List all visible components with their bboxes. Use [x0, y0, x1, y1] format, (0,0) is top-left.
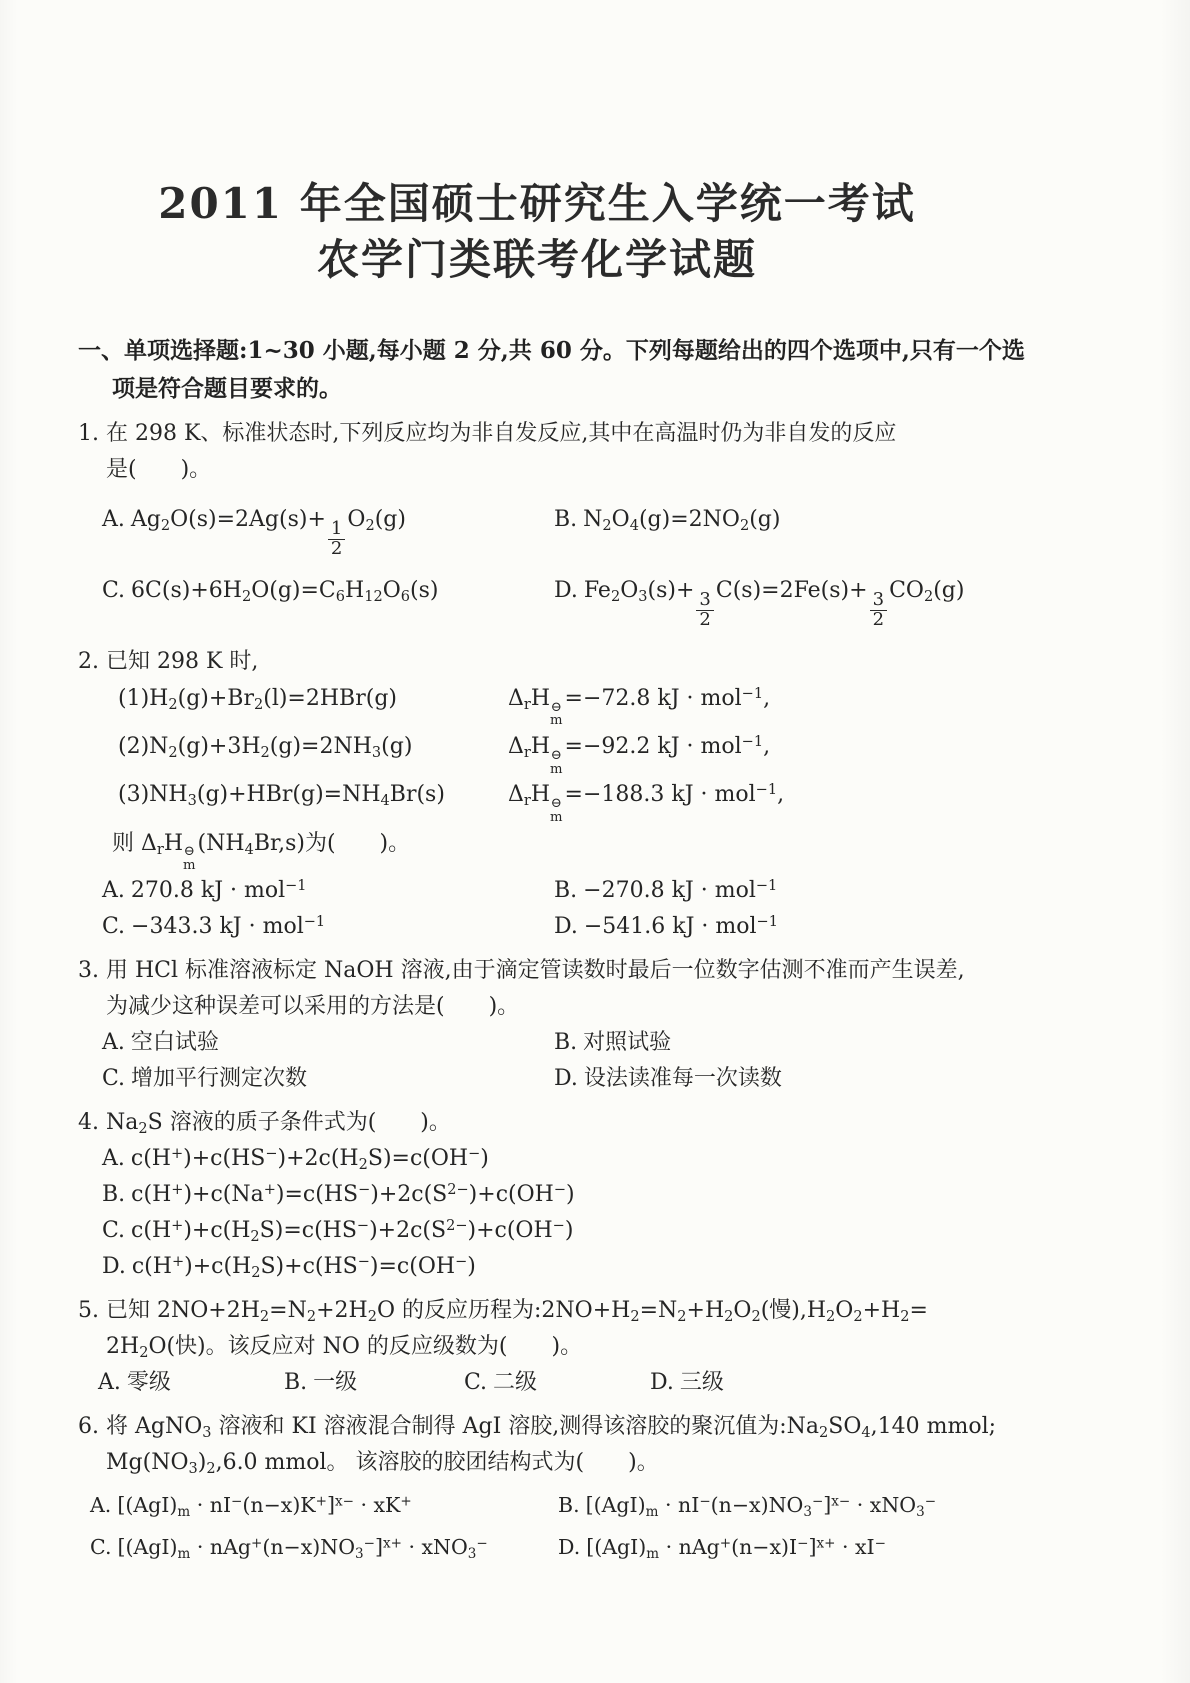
- question-5: [78, 1293, 1112, 1401]
- option-A: [98, 1365, 284, 1401]
- question-6-stem: 将 AgNO$_3$ 溶液和 KI 溶液混合制得 AgI 溶胶,测得该溶胶的聚沉值为$:Na_2SO_4,140$ mmol;: [106, 1413, 997, 1442]
- option-B: [554, 1025, 1112, 1061]
- question-2: [78, 644, 1112, 945]
- option-C-formula: $[(AgI)_m \cdot nAg^+(n-x)NO_3^-]^{x+} \cdot xNO_3^-$: [117, 1534, 488, 1562]
- option-D: [558, 1529, 1112, 1565]
- option-D-label: D.: [558, 1534, 581, 1559]
- option-C-formula: −343.3 kJ · mol$^{-1}$: [131, 913, 326, 939]
- page-title-line2: 农学门类联考化学试题: [316, 235, 757, 284]
- option-A: [102, 1141, 1112, 1177]
- option-A-label: A.: [90, 1492, 112, 1517]
- question-2-stem: 已知 298 K 时,: [106, 648, 259, 674]
- question-6-stem-continued: $Mg(NO_3)_2,6.0$ mmol。 该溶胶的胶团结构式为( )。: [106, 1449, 659, 1478]
- question-1-number: 1.: [78, 421, 99, 446]
- option-C: [102, 573, 554, 630]
- question-4: [78, 1105, 1112, 1285]
- question-4-options: [78, 1141, 1112, 1285]
- option-A-text: 空白试验: [130, 1029, 219, 1055]
- option-A-formula: 270.8 kJ · mol$^{-1}$: [130, 877, 307, 903]
- option-B-text: 一级: [313, 1369, 358, 1395]
- option-C-label: C.: [90, 1534, 112, 1559]
- reaction-row-3: [118, 776, 1112, 824]
- option-B-formula: $[(AgI)_m \cdot nI^-(n-x)NO_3^-]^{x-} \cdot xNO_3^-$: [585, 1492, 937, 1520]
- question-5-number: 5.: [78, 1297, 99, 1323]
- option-C: [102, 1061, 554, 1097]
- question-5-options: [78, 1365, 1112, 1401]
- option-B-label: B.: [102, 1181, 126, 1207]
- reaction-row-2: [118, 728, 1112, 776]
- option-C-label: C.: [102, 913, 126, 939]
- question-1-options: [78, 502, 1112, 630]
- question-3-options: [78, 1025, 1112, 1097]
- option-B-formula: $c(H^+)+c(Na^+)=c(HS^-)+2c(S^{2-})+c(OH^-)$: [131, 1181, 575, 1207]
- question-5-stem: 已知 $2NO+2H_2=N_2+2H_2O$ 的反应历程为$:2NO+H_2=N_2+H_2O_2$(慢)$,H_2O_2+H_2=$: [106, 1297, 928, 1326]
- option-A-label: A.: [102, 1029, 125, 1055]
- option-B-label: B.: [558, 1492, 580, 1517]
- question-6: [78, 1409, 1112, 1565]
- question-2-options: [78, 873, 1112, 945]
- option-A: [102, 1025, 554, 1061]
- option-B: [102, 1177, 1112, 1213]
- option-A-formula: $[(AgI)_m \cdot nI^-(n-x)K^+]^{x-} \cdot xK^+$: [117, 1492, 412, 1520]
- option-B: [558, 1487, 1112, 1523]
- option-A-label: A.: [102, 507, 125, 532]
- option-B-label: B.: [554, 507, 578, 532]
- option-C-label: C.: [102, 1217, 126, 1243]
- option-B-formula: $N_2O_4(g)=2NO_2(g)$: [583, 507, 781, 535]
- question-4-stem: $Na_2S$ 溶液的质子条件式为( )。: [106, 1109, 451, 1138]
- option-B-label: B.: [284, 1369, 308, 1395]
- option-D-label: D.: [554, 1065, 578, 1091]
- option-B-label: B.: [554, 877, 578, 903]
- section-heading-line2: 项是符合题目要求的。: [112, 375, 342, 402]
- question-1-stem-continued: 是( )。: [106, 457, 212, 482]
- option-C-label: C.: [464, 1369, 488, 1395]
- option-C-formula: $6C(s)+6H_2O(g)=C_6H_{12}O_6(s)$: [131, 577, 439, 606]
- reaction-1-equation: $(1)H_2(g)+Br_2(l)=2HBr(g)$: [118, 685, 397, 714]
- section-heading-line1: 一、单项选择题:1~30 小题,每小题 2 分,共 60 分。下列每题给出的四个选项中,只有一个选: [78, 337, 1025, 364]
- option-C-text: 二级: [493, 1369, 538, 1395]
- question-5-stem-continued: $2H_2O$(快)。该反应对 NO 的反应级数为( )。: [106, 1333, 583, 1362]
- option-D-label: D.: [102, 1253, 126, 1279]
- option-C-label: C.: [102, 1065, 126, 1091]
- reaction-1-enthalpy: $\Delta_rH$ ⊖ m =−72.8 kJ · mol$^{-1}$,: [508, 685, 771, 729]
- option-D: [650, 1365, 1112, 1401]
- option-D-label: D.: [554, 913, 578, 939]
- option-D-formula: −541.6 kJ · mol$^{-1}$: [583, 913, 778, 939]
- option-B-formula: −270.8 kJ · mol$^{-1}$: [583, 877, 778, 903]
- option-A: [102, 873, 554, 909]
- option-D-text: 设法读准每一次读数: [583, 1065, 782, 1091]
- section-heading: [78, 332, 1112, 408]
- option-D: [554, 909, 1112, 945]
- option-A: [102, 502, 554, 559]
- option-D: [102, 1249, 1112, 1285]
- question-4-number: 4.: [78, 1109, 99, 1135]
- option-D: [554, 1061, 1112, 1097]
- question-2-number: 2.: [78, 648, 99, 674]
- reaction-3-equation: $(3)NH_3(g)+HBr(g)=NH_4Br(s)$: [118, 782, 445, 810]
- option-B-label: B.: [554, 1029, 578, 1055]
- option-C: [102, 1213, 1112, 1249]
- option-A-formula: $Ag_2O(s)=2Ag(s)+$ $\frac{1}{2}$ $O_2(g)$: [130, 507, 406, 560]
- reaction-3-enthalpy: $\Delta_rH$ ⊖ m =−188.3 kJ · mol$^{-1}$,: [508, 782, 785, 825]
- question-3-stem-continued: 为减少这种误差可以采用的方法是( )。: [106, 993, 520, 1019]
- option-A-text: 零级: [126, 1369, 171, 1395]
- option-A-label: A.: [102, 877, 125, 903]
- option-C: [90, 1529, 558, 1565]
- option-C: [464, 1365, 650, 1401]
- option-A-label: A.: [102, 1145, 125, 1171]
- reaction-2-equation: $(2)N_2(g)+3H_2(g)=2NH_3(g)$: [118, 734, 413, 762]
- question-2-reactions: [78, 680, 1112, 825]
- option-A: [90, 1487, 558, 1523]
- option-B: [554, 502, 1112, 559]
- question-6-number: 6.: [78, 1413, 99, 1439]
- reaction-2-enthalpy: $\Delta_rH$ ⊖ m =−92.2 kJ · mol$^{-1}$,: [508, 733, 771, 777]
- option-A-formula: $c(H^+)+c(HS^-)+2c(H_2S)=c(OH^-)$: [130, 1145, 489, 1174]
- option-C: [102, 909, 554, 945]
- option-B: [284, 1365, 464, 1401]
- page-title: [78, 176, 1112, 288]
- option-D-formula: $[(AgI)_m \cdot nAg^+(n-x)I^-]^{x+} \cdot xI^-$: [586, 1534, 886, 1562]
- option-C-text: 增加平行测定次数: [131, 1065, 308, 1091]
- option-D-formula: $Fe_2O_3(s)+$ $\frac{3}{2}$ C(s)=2Fe(s)+ $\frac{3}{2}$ $CO_2(g)$: [583, 577, 965, 631]
- option-D-text: 三级: [679, 1369, 724, 1395]
- question-3: [78, 953, 1112, 1097]
- option-C-label: C.: [102, 577, 126, 603]
- question-2-stem-last: 则 $\Delta_rH$ ⊖ m $(NH_4Br,s)$为( )。: [112, 830, 411, 874]
- option-D-formula: $c(H^+)+c(H_2S)+c(HS^-)=c(OH^-)$: [131, 1253, 476, 1282]
- option-D-label: D.: [554, 577, 578, 603]
- option-A-label: A.: [98, 1369, 121, 1395]
- question-1: [78, 416, 1112, 630]
- reaction-row-1: [118, 680, 1112, 728]
- option-D: [554, 573, 1112, 630]
- question-6-options: [78, 1487, 1112, 1565]
- question-3-number: 3.: [78, 957, 99, 983]
- page-title-line1: 2011 年全国硕士研究生入学统一考试: [158, 179, 916, 228]
- option-C-formula: $c(H^+)+c(H_2S)=c(HS^-)+2c(S^{2-})+c(OH^-)$: [131, 1217, 574, 1246]
- question-1-stem: 在 298 K、标准状态时,下列反应均为非自发反应,其中在高温时仍为非自发的反应: [106, 421, 897, 446]
- option-D-label: D.: [650, 1369, 674, 1395]
- question-3-stem: 用 HCl 标准溶液标定 NaOH 溶液,由于滴定管读数时最后一位数字估测不准而产生误差,: [106, 957, 965, 983]
- option-B-text: 对照试验: [583, 1029, 672, 1055]
- option-B: [554, 873, 1112, 909]
